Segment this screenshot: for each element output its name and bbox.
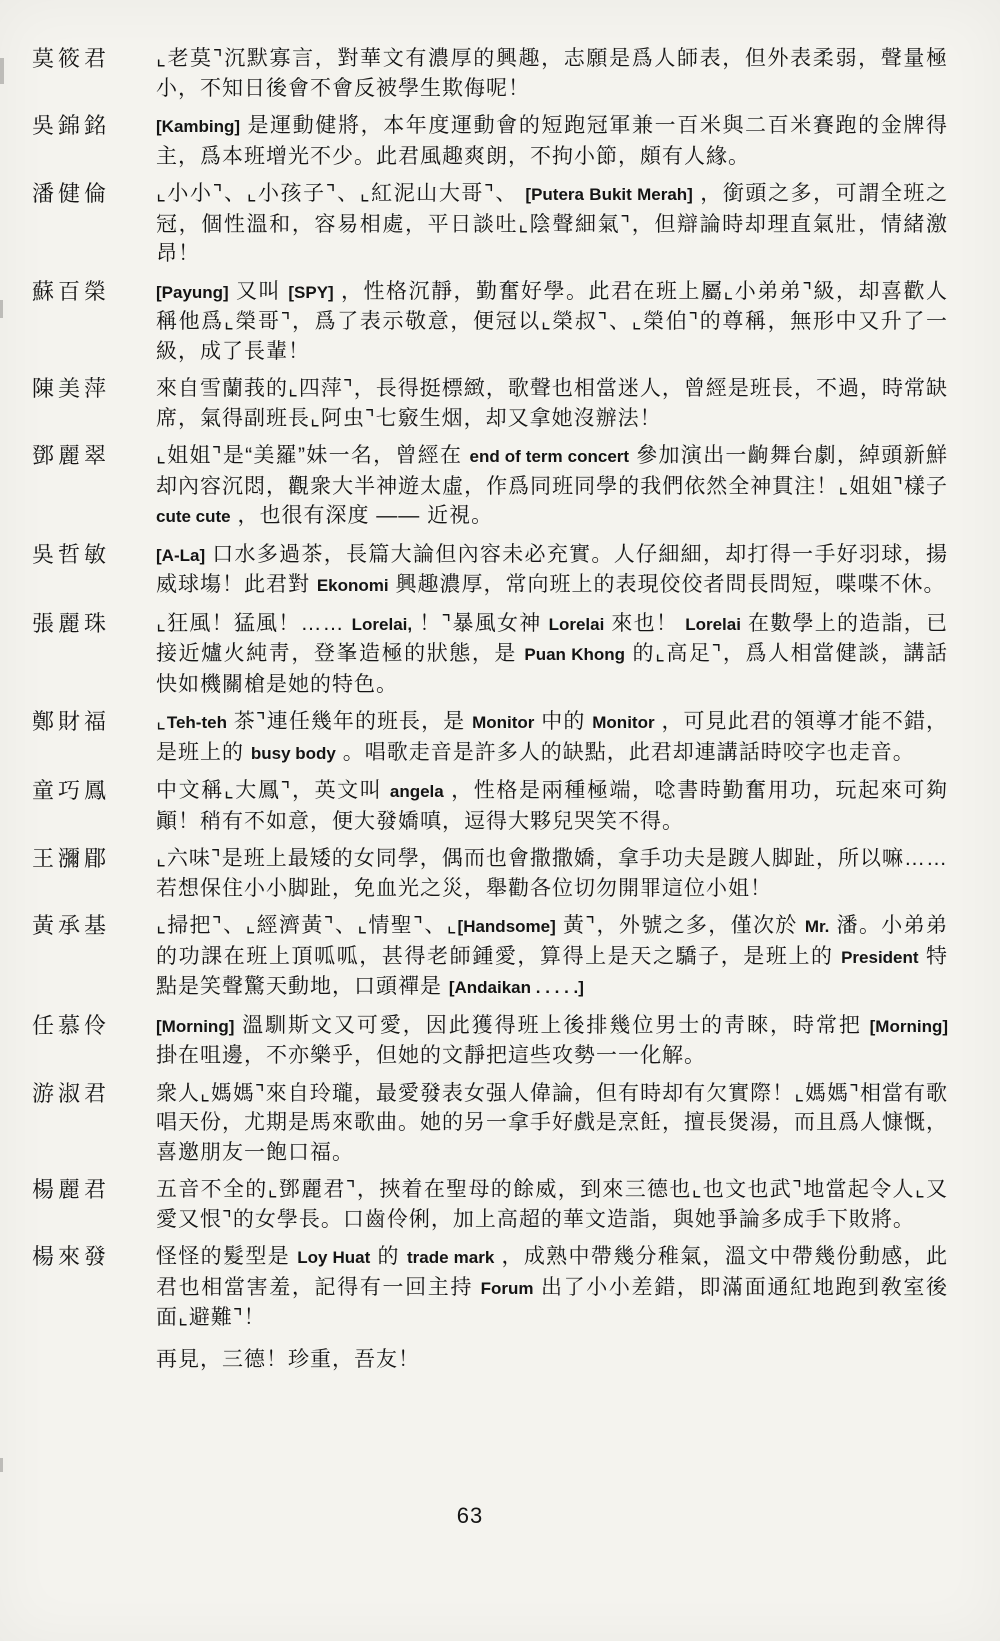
student-entry-row [32,374,948,433]
student-entry-row [32,609,948,700]
student-name: 吳錦銘 [32,113,111,138]
student-entry-row [32,1175,948,1234]
student-entry-row [32,540,948,601]
student-name: 楊來發 [32,1244,111,1269]
student-entry-row [32,111,948,171]
student-name: 黃承基 [32,913,111,938]
student-name: 張麗珠 [32,610,111,636]
student-name: 鄧麗翠 [32,443,111,468]
entry-text: ⌞Teh-teh 茶⌝連任幾年的班長，是 Monitor 中的 Monitor ，可見此君的領導才能不錯，是班上的 busy body 。唱歌走音是許多人的缺點，此君却連講話時咬字也走音。 [156,710,949,764]
entry-text: 來自雪蘭莪的⌞四萍⌝，長得挺標緻，歌聲也相當迷人，曾經是班長，不過，時常缺席，氣得副班長⌞阿虫⌝七竅生烟，却又拿她沒辦法！ [156,377,948,430]
entry-text: ⌞姐姐⌝是“美羅”妹一名，曾經在 end of term concert 參加演出一齣舞台劇，綽頭新鮮却內容沉悶，觀衆大半神遊太虛，作爲同班同學的我們依然全神貫注！⌞姐姐⌝樣子 cute cute ，也很有深度 —— 近視。 [156,444,948,527]
student-entry-row [32,1079,948,1168]
scan-smudge [0,300,3,318]
student-name: 陳美萍 [32,376,111,401]
student-entry-row [32,707,948,768]
student-name: 蘇百榮 [32,278,111,304]
entry-text: ⌞老莫⌝沉默寡言，對華文有濃厚的興趣，志願是爲人師表，但外表柔弱，聲量極小，不知日後會不會反被學生欺侮呢！ [156,47,948,100]
scan-smudge [0,58,4,84]
student-name: 潘健倫 [32,181,111,206]
student-entry-row [32,179,948,269]
student-name: 任慕伶 [32,1012,111,1038]
student-name: 吳哲敏 [32,541,111,567]
student-entry-row [32,441,948,532]
entries-list [32,44,948,1373]
student-entry-row [32,277,948,367]
entry-text: 五音不全的⌞鄧麗君⌝，挾着在聖母的餘威，到來三德也⌞也文也武⌝地當起令人⌞又愛又恨⌝的女學長。口齒伶俐，加上高超的華文造詣，與她爭論多成手下敗將。 [156,1178,948,1231]
page-number: 63 [456,1503,484,1528]
entry-text: 怪怪的髮型是 Loy Huat 的 trade mark ，成熟中帶幾分稚氣，溫文中帶幾份動感，此君也相當害羞，記得有一回主持 Forum 出了小小差錯，即滿面通紅地跑到敎室後面⌞避難⌝！ [156,1245,948,1329]
student-entry-row [32,776,948,836]
scan-smudge [0,1458,3,1472]
entry-text: 衆人⌞媽媽⌝來自玲瓏，最愛發表女强人偉論，但有時却有欠實際！⌞媽媽⌝相當有歌唱天份，尤期是馬來歌曲。她的另一拿手好戲是烹飪，擅長煲湯，而且爲人慷慨，喜邀朋友一飽口福。 [156,1081,948,1164]
student-name: 游淑君 [32,1080,111,1106]
entry-text: [A-La] 口水多過茶，長篇大論但內容未必充實。人仔細細，却打得一手好羽球，揚威球塲！此君對 Ekonomi 興趣濃厚，常向班上的表現佼佼者問長問短，喋喋不休。 [156,542,948,596]
student-name: 鄭財福 [32,709,111,734]
entry-text: [Morning] 溫馴斯文又可愛，因此獲得班上後排幾位男士的靑睞，時常把 [Morning] 掛在咀邊，不亦樂乎，但她的文靜把這些攻勢一一化解。 [156,1013,948,1067]
entry-text: ⌞小小⌝、⌞小孩子⌝、⌞紅泥山大哥⌝、 [Putera Bukit Merah] ，銜頭之多，可謂全班之冠，個性溫和，容易相處，平日談吐⌞陰聲細氣⌝，但辯論時却理直氣壯，情緒激昂！ [156,182,948,265]
student-name: 王瀰郿 [32,846,111,871]
entry-text: [Payung] 又叫 [SPY] ，性格沉靜，勤奮好學。此君在班上屬⌞小弟弟⌝級，却喜歡人稱他爲⌞榮哥⌝，爲了表示敬意，便冠以⌞榮叔⌝、⌞榮伯⌝的尊稱，無形中又升了一級，成了長輩！ [156,279,948,363]
student-entry-row [32,44,948,103]
entry-text: ⌞六味⌝是班上最矮的女同學，偶而也會撒撒嬌，拿手功夫是踱人脚趾，所以嘛……若想保住小小脚趾，免血光之災，舉勸各位切勿開罪這位小姐！ [156,847,948,900]
closing-line: 再見，三德！珍重，吾友！ [156,1347,420,1371]
entry-text: [Kambing] 是運動健將，本年度運動會的短跑冠軍兼一百米與二百米賽跑的金牌得主，爲本班增光不少。此君風趣爽朗，不拘小節，頗有人緣。 [156,114,948,168]
student-entry-row [32,1242,948,1333]
entry-text: 中文稱⌞大鳳⌝，英文叫 angela ，性格是兩種極端，唸書時勤奮用功，玩起來可夠顚！稍有不如意，便大發嬌嗔，逗得大夥兒哭笑不得。 [156,779,948,833]
entry-text: ⌞掃把⌝、⌞經濟黃⌝、⌞情聖⌝、⌞[Handsome] 黃⌝，外號之多，僅次於 Mr. 潘。小弟弟的功課在班上頂呱呱，甚得老師鍾愛，算得上是天之驕子，是班上的 President 特點是笑聲驚天動地，口頭禪是 [Andaikan . . . . .] [156,914,948,998]
student-name: 莫筱君 [32,46,111,71]
entry-text: ⌞狂風！猛風！…… Lorelai, ！⌝暴風女神 Lorelai 來也！ Lorelai 在數學上的造詣，已接近爐火純靑，登峯造極的狀態，是 Puan Khong 的⌞高足⌝，爲人相當健談，講話快如機關槍是她的特色。 [156,611,948,696]
student-entry-row [32,911,948,1003]
student-name: 楊麗君 [32,1177,111,1202]
student-entry-row [32,1011,948,1071]
student-entry-row [32,844,948,903]
student-name: 童巧鳳 [32,778,111,803]
